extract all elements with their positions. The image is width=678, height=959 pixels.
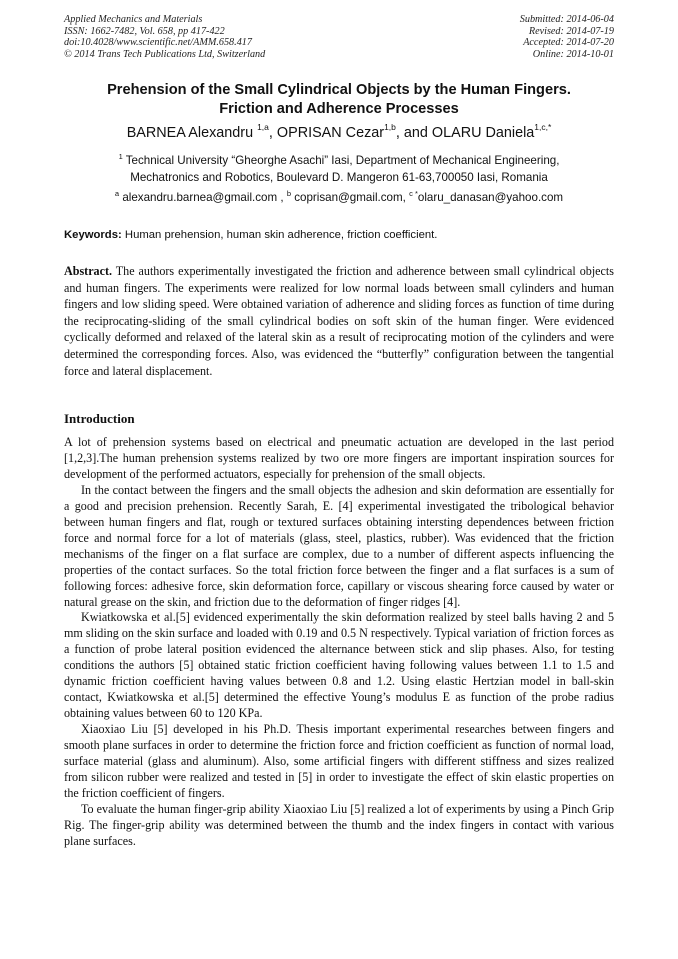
keywords-label: Keywords: [64,229,122,241]
affiliation-line-2: Mechatronics and Robotics, Boulevard D. Mangeron 61-63,700050 Iasi, Romania [130,171,548,184]
issn-line: ISSN: 1662-7482, Vol. 658, pp 417-422 [64,25,225,37]
introduction-body [64,435,614,850]
affiliation-line-1: $^1$ Technical University “Gheorghe Asachi” Iasi, Department of Mechanical Engineering, [118,152,560,167]
doi-line[interactable]: doi:10.4028/www.scientific.net/AMM.658.417 [64,37,252,49]
author-2: , OPRISAN Cezar [268,125,385,141]
header-dates [520,14,614,60]
header-publication-info [64,14,265,60]
paragraph: Kwiatkowska et al.[5] evidenced experimentally the skin deformation realized by steel balls having 2 and 5 mm sliding on the skin surface and loaded with 0.19 and 0.5 N respectively. Typical variation of friction forces as a function of probe lateral position evidenced the alternance between stick and slip phases. Also, for testing conditions the authors [5] obtained static friction coefficient having following values between 1.1 to 1.5 and dynamic friction coefficient having values between 0.8 and 1.2. Using elastic Hertzian model in ball-skin contact, Kwiatkowska et al.[5] determined the effective Young’s modulus E as function of the probe radius obtaining values between 60 to 120 KPa. [64,610,614,721]
author-1: BARNEA Alexandru [126,125,258,141]
affiliation [40,152,638,186]
online-date: Online: 2014-10-01 [532,48,614,60]
copyright-line: © 2014 Trans Tech Publications Ltd, Switzerland [64,48,266,60]
email-b[interactable]: coprisan@gmail.com, [291,191,406,204]
author-3: , and OLARU Daniela [395,125,535,141]
email-a[interactable]: alexandru.barnea@gmail.com [119,191,278,204]
abstract [64,263,614,379]
title-line-2: Friction and Adherence Processes [219,101,459,117]
keywords-text: Human prehension, human skin adherence, friction coefficient. [121,229,438,241]
keywords [64,227,624,243]
accepted-date: Accepted: 2014-07-20 [523,37,614,49]
author-2-affil: 1,b [384,122,396,132]
email-c-marker: c * [409,189,418,198]
paragraph: In the contact between the fingers and the small objects the adhesion and skin deformation are essentially for a good and precision prehension. Recently Sarah, E. [4] experimental investigated the tribological behavior between human fingers and flat, rough or textured surfaces obtaining intersting dependences between friction force and normal force for a lot of materials (glass, steel, plastics, rubber). Was evidenced that the friction mechanisms of the finger on a flat surface are complex, due to a number of different aspects influencing the properties of the contact surfaces. So the total friction force between the finger and a flat surfaces is a sum of following forces: adhesive force, skin deformation force, capillary or viscous shearing force caused by water or natural grease on the skin, and friction due to the deformation of finger ridges [4]. [64,482,614,609]
paragraph: To evaluate the human finger-grip ability Xiaoxiao Liu [5] realized a lot of experiments by using a Pinch Grip Rig. The finger-grip ability was determined between the thumb and the index fingers in contact with various plane surfaces. [64,801,614,848]
email-list: $^a$ alexandru.barnea@gmail.com , $^b$ coprisan@gmail.com, $^{c *}$olaru_danasan@yahoo.com [114,189,564,204]
email-c[interactable]: olaru_danasan@yahoo.com [417,191,564,204]
affiliation-marker: 1 [118,152,123,161]
author-list [40,124,638,142]
paragraph: Xiaoxiao Liu [5] developed in his Ph.D. Thesis important experimental researches between fingers and smooth plane surfaces in order to determine the friction force and friction coefficient as function of normal load, surface material (glass and aluminum). Also, some artificial fingers with different stiffness and sizes realized from silicon rubber were realized and tested in [5] in order to investigate the effect of skin elastic properties on the friction coefficient of fingers. [64,722,614,800]
author-3-affil: 1,c,* [534,122,552,132]
section-heading-introduction: Introduction [64,411,135,426]
revised-date: Revised: 2014-07-19 [528,25,614,37]
title-line-1: Prehension of the Small Cylindrical Objects by the Human Fingers. [107,82,571,98]
email-b-marker: b [286,189,291,198]
abstract-text: The authors experimentally investigated the friction and adherence between small cylindrical objects and human fingers. The experiments were realized for low normal loads between small cylinders and human fingers and low sliding speed. Were obtained variation of adherence and sliding forces as function of time during the reciprocating-sliding of the small cylindrical bodies on soft skin of the human finger. Were evidenced cyclically deformed and relaxed of the lateral skin as a result of reciprocating motion of the cylinders and were determined the corresponding forces. Also, was evidenced the “butterfly” configuration between the tangential force and lateral displacement. [64,264,614,378]
paper-title [40,81,638,119]
abstract-label: Abstract. [64,264,113,278]
email-a-marker: a [114,189,120,198]
author-1-affil: 1,a [257,122,269,132]
submitted-date: Submitted: 2014-06-04 [519,14,614,25]
paragraph: A lot of prehension systems based on electrical and pneumatic actuation are developed in the last period [1,2,3].The human prehension systems realized by two ore more fingers are important inspiration sources for development of the performed actuators, especially for prehension of the small objects. [64,435,614,481]
journal-name: Applied Mechanics and Materials [64,14,203,25]
